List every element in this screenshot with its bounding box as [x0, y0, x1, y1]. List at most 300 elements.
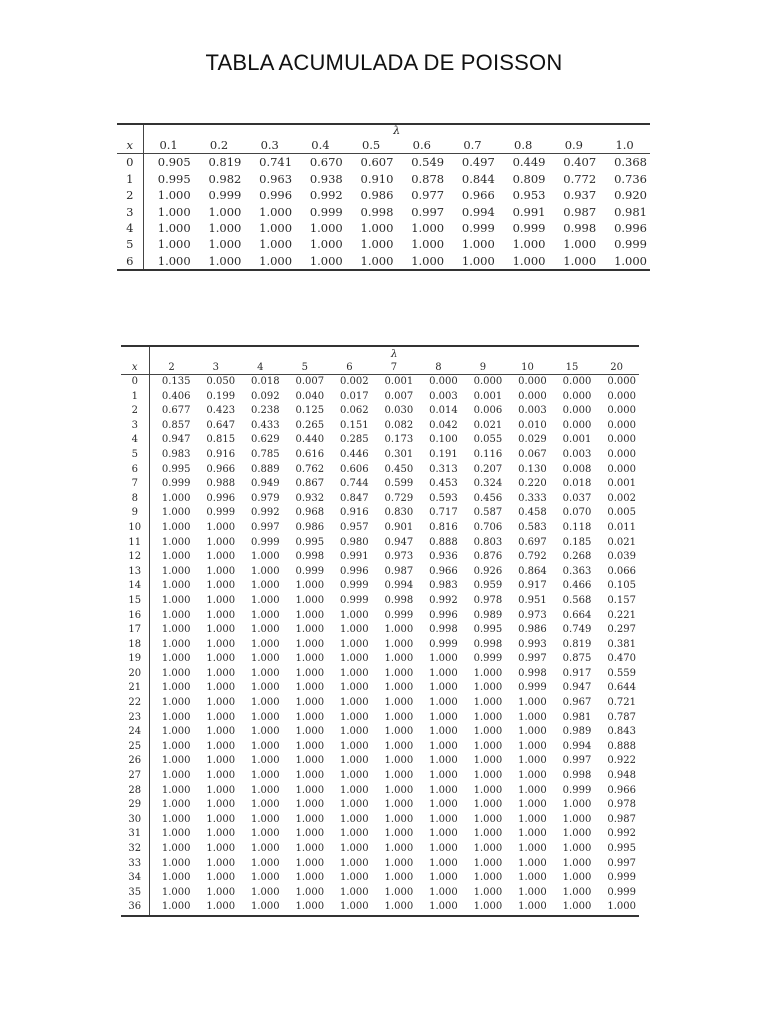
x-value-cell: 33 — [121, 857, 149, 872]
probability-cell: 0.792 — [518, 551, 547, 563]
probability-cell: 0.973 — [518, 609, 547, 621]
lambda-column-header: 20 — [594, 361, 639, 375]
probability-cell: 0.986 — [518, 624, 547, 636]
probability-cell: 0.762 — [295, 463, 325, 475]
probability-cell: 1.000 — [250, 682, 280, 694]
probability-cell: 1.000 — [161, 507, 191, 519]
probability-cell: 0.381 — [607, 638, 636, 650]
probability-cell: 0.999 — [250, 536, 280, 548]
probability-cell: 0.999 — [206, 507, 236, 519]
probability-cell: 1.000 — [384, 726, 414, 738]
probability-cell: 1.000 — [384, 843, 414, 854]
probability-cell: 0.000 — [607, 463, 636, 475]
table-row — [121, 609, 639, 624]
probability-cell: 1.000 — [550, 900, 595, 916]
probability-cell: 1.000 — [384, 653, 414, 665]
probability-cell: 1.000 — [250, 594, 280, 606]
probability-cell: 1.000 — [194, 900, 239, 916]
x-value-cell: 8 — [121, 492, 149, 507]
probability-cell: 0.000 — [607, 376, 636, 387]
probability-cell: 1.000 — [250, 653, 280, 665]
probability-cell: 0.932 — [295, 492, 325, 504]
probability-cell: 1.000 — [384, 638, 414, 650]
table-row — [121, 594, 639, 609]
probability-cell: 1.000 — [518, 886, 547, 898]
probability-cell: 0.947 — [384, 536, 414, 548]
probability-cell: 1.000 — [429, 872, 458, 884]
probability-cell: 1.000 — [461, 237, 495, 252]
table-row — [117, 204, 650, 220]
probability-cell: 0.001 — [473, 390, 503, 402]
probability-cell: 1.000 — [340, 770, 369, 782]
probability-cell: 1.000 — [518, 872, 547, 884]
probability-cell: 1.000 — [295, 653, 325, 665]
table-row — [121, 725, 639, 740]
lambda-column-header: 0.4 — [295, 137, 346, 154]
probability-cell: 1.000 — [384, 799, 414, 811]
probability-cell: 1.000 — [447, 253, 498, 270]
probability-cell: 0.999 — [208, 188, 242, 203]
probability-cell: 0.062 — [340, 405, 369, 417]
probability-cell: 0.017 — [340, 390, 369, 402]
probability-cell: 0.749 — [562, 624, 592, 636]
probability-cell: 0.001 — [607, 478, 636, 490]
probability-cell: 0.003 — [518, 405, 547, 417]
probability-cell: 0.697 — [518, 536, 547, 548]
probability-cell: 1.000 — [340, 872, 369, 884]
probability-cell: 1.000 — [250, 784, 280, 796]
probability-cell: 0.466 — [562, 580, 592, 592]
probability-cell: 0.819 — [562, 638, 592, 650]
probability-cell: 0.999 — [562, 784, 592, 796]
probability-cell: 1.000 — [340, 828, 369, 840]
x-value-cell: 26 — [121, 754, 149, 769]
probability-cell: 1.000 — [384, 740, 414, 752]
probability-cell: 1.000 — [384, 857, 414, 869]
table-row — [121, 419, 639, 434]
probability-cell: 1.000 — [295, 594, 325, 606]
probability-cell: 1.000 — [384, 886, 414, 898]
probability-cell: 0.994 — [562, 740, 592, 752]
probability-cell: 1.000 — [206, 799, 236, 811]
probability-cell: 1.000 — [161, 536, 191, 548]
probability-cell: 0.995 — [161, 463, 191, 475]
poisson-table-large-lambda — [121, 345, 639, 917]
probability-cell: 1.000 — [259, 237, 293, 252]
probability-cell: 1.000 — [208, 237, 242, 252]
probability-cell: 1.000 — [250, 843, 280, 854]
probability-cell: 0.785 — [250, 448, 280, 460]
probability-cell: 0.999 — [340, 594, 369, 606]
probability-cell: 1.000 — [206, 770, 236, 782]
probability-cell: 1.000 — [473, 711, 503, 723]
probability-cell: 0.000 — [562, 419, 592, 431]
probability-cell: 0.285 — [340, 434, 369, 446]
probability-cell: 1.000 — [161, 828, 191, 840]
probability-cell: 0.986 — [360, 188, 394, 203]
probability-cell: 1.000 — [340, 755, 369, 767]
probability-cell: 1.000 — [161, 726, 191, 738]
probability-cell: 1.000 — [161, 886, 191, 898]
probability-cell: 1.000 — [161, 857, 191, 869]
probability-cell: 0.007 — [384, 390, 414, 402]
probability-cell: 1.000 — [384, 667, 414, 679]
probability-cell: 0.999 — [512, 221, 546, 236]
probability-cell: 1.000 — [396, 253, 447, 270]
probability-cell: 1.000 — [518, 857, 547, 869]
probability-cell: 1.000 — [518, 828, 547, 840]
probability-cell: 0.002 — [607, 492, 636, 504]
probability-cell: 0.996 — [429, 609, 458, 621]
probability-cell: 0.815 — [206, 434, 236, 446]
table-row — [121, 550, 639, 565]
probability-cell: 0.889 — [250, 463, 280, 475]
probability-cell: 1.000 — [250, 799, 280, 811]
probability-cell: 1.000 — [161, 697, 191, 709]
probability-cell: 1.000 — [295, 770, 325, 782]
probability-cell: 1.000 — [161, 755, 191, 767]
x-value-cell: 16 — [121, 609, 149, 624]
lambda-column-header: 9 — [461, 361, 506, 375]
probability-cell: 0.333 — [518, 492, 547, 504]
probability-cell: 0.423 — [206, 405, 236, 417]
probability-cell: 0.957 — [340, 521, 369, 533]
probability-cell: 1.000 — [563, 237, 597, 252]
probability-cell: 1.000 — [473, 799, 503, 811]
probability-cell: 1.000 — [161, 740, 191, 752]
lambda-column-header: 0.3 — [244, 137, 295, 154]
probability-cell: 0.878 — [411, 171, 445, 186]
probability-cell: 1.000 — [295, 624, 325, 636]
probability-cell: 1.000 — [250, 667, 280, 679]
probability-cell: 1.000 — [143, 253, 194, 270]
table-row — [117, 220, 650, 236]
probability-cell: 1.000 — [295, 828, 325, 840]
x-value-cell: 2 — [117, 187, 143, 203]
probability-cell: 1.000 — [473, 726, 503, 738]
probability-cell: 1.000 — [429, 784, 458, 796]
x-value-cell: 5 — [117, 236, 143, 252]
probability-cell: 1.000 — [562, 799, 592, 811]
table-row — [121, 375, 639, 390]
probability-cell: 0.951 — [518, 594, 547, 606]
probability-cell: 1.000 — [161, 580, 191, 592]
probability-cell: 0.917 — [562, 667, 592, 679]
probability-cell: 0.368 — [614, 155, 647, 170]
probability-cell: 0.993 — [518, 638, 547, 650]
probability-cell: 1.000 — [309, 237, 343, 252]
poisson-table-small-lambda — [117, 123, 650, 271]
lambda-column-header: 2 — [149, 361, 194, 375]
probability-cell: 1.000 — [384, 872, 414, 884]
probability-cell: 1.000 — [206, 551, 236, 563]
x-value-cell: 29 — [121, 798, 149, 813]
probability-cell: 0.040 — [295, 390, 325, 402]
probability-cell: 0.999 — [461, 221, 495, 236]
probability-cell: 0.677 — [161, 405, 191, 417]
probability-cell: 1.000 — [429, 682, 458, 694]
x-value-cell: 10 — [121, 521, 149, 536]
probability-cell: 1.000 — [161, 653, 191, 665]
probability-cell: 1.000 — [295, 843, 325, 854]
table-row — [117, 171, 650, 187]
probability-cell: 0.082 — [384, 419, 414, 431]
probability-cell: 1.000 — [250, 813, 280, 825]
table-row — [121, 463, 639, 478]
probability-cell: 1.000 — [518, 784, 547, 796]
table-row — [117, 236, 650, 252]
probability-cell: 0.998 — [563, 221, 597, 236]
probability-cell: 0.018 — [250, 376, 280, 387]
table-row — [121, 433, 639, 448]
probability-cell: 0.070 — [562, 507, 592, 519]
probability-cell: 0.185 — [562, 536, 592, 548]
probability-cell: 1.000 — [250, 565, 280, 577]
table-row — [121, 681, 639, 696]
probability-cell: 1.000 — [206, 872, 236, 884]
probability-cell: 0.664 — [562, 609, 592, 621]
x-header: x — [121, 361, 149, 375]
probability-cell: 0.067 — [518, 448, 547, 460]
probability-cell: 0.055 — [473, 434, 503, 446]
probability-cell: 1.000 — [161, 565, 191, 577]
x-value-cell: 30 — [121, 813, 149, 828]
probability-cell: 1.000 — [518, 740, 547, 752]
probability-cell: 0.066 — [607, 565, 636, 577]
probability-cell: 1.000 — [295, 886, 325, 898]
table-row — [121, 842, 639, 857]
probability-cell: 1.000 — [505, 900, 550, 916]
x-value-cell: 32 — [121, 842, 149, 857]
probability-cell: 1.000 — [206, 726, 236, 738]
probability-cell: 1.000 — [518, 843, 547, 854]
probability-cell: 1.000 — [309, 221, 343, 236]
lambda-column-header: 0.1 — [143, 137, 194, 154]
probability-cell: 1.000 — [206, 857, 236, 869]
probability-cell: 1.000 — [250, 551, 280, 563]
probability-cell: 0.207 — [473, 463, 503, 475]
probability-cell: 0.406 — [161, 390, 191, 402]
lambda-header-row — [117, 124, 650, 137]
probability-cell: 0.497 — [461, 155, 495, 170]
probability-cell: 0.809 — [512, 171, 546, 186]
x-value-cell: 9 — [121, 506, 149, 521]
probability-cell: 1.000 — [429, 857, 458, 869]
table-row — [121, 813, 639, 828]
probability-cell: 0.729 — [384, 492, 414, 504]
probability-cell: 1.000 — [340, 740, 369, 752]
probability-cell: 0.967 — [562, 697, 592, 709]
lambda-column-header: 5 — [283, 361, 328, 375]
probability-cell: 0.008 — [562, 463, 592, 475]
probability-cell: 1.000 — [206, 843, 236, 854]
table-row — [121, 652, 639, 667]
probability-cell: 0.050 — [206, 376, 236, 387]
probability-cell: 1.000 — [250, 726, 280, 738]
probability-cell: 1.000 — [206, 711, 236, 723]
probability-cell: 1.000 — [384, 813, 414, 825]
probability-cell: 1.000 — [473, 682, 503, 694]
lambda-column-header: 1.0 — [599, 137, 650, 154]
table-row — [121, 857, 639, 872]
probability-cell: 0.999 — [518, 682, 547, 694]
probability-cell: 0.989 — [473, 609, 503, 621]
probability-cell: 1.000 — [411, 221, 445, 236]
probability-cell: 0.966 — [206, 463, 236, 475]
probability-cell: 1.000 — [206, 740, 236, 752]
probability-cell: 0.948 — [607, 770, 636, 782]
probability-cell: 1.000 — [157, 204, 191, 219]
probability-cell: 0.995 — [607, 843, 636, 854]
probability-cell: 0.021 — [607, 536, 636, 548]
probability-cell: 0.857 — [161, 419, 191, 431]
probability-cell: 0.736 — [614, 171, 647, 186]
table-row — [121, 900, 639, 916]
x-value-cell: 1 — [121, 390, 149, 405]
x-value-cell: 4 — [121, 433, 149, 448]
probability-cell: 0.926 — [473, 565, 503, 577]
probability-cell: 0.433 — [250, 419, 280, 431]
probability-cell: 0.920 — [614, 188, 647, 203]
probability-cell: 1.000 — [429, 755, 458, 767]
probability-cell: 0.000 — [562, 390, 592, 402]
probability-cell: 1.000 — [360, 221, 394, 236]
probability-cell: 1.000 — [372, 900, 417, 916]
x-value-cell: 28 — [121, 784, 149, 799]
probability-cell: 0.741 — [259, 155, 293, 170]
probability-cell: 0.559 — [607, 667, 636, 679]
x-value-cell: 17 — [121, 623, 149, 638]
probability-cell: 1.000 — [384, 682, 414, 694]
table-row — [121, 798, 639, 813]
probability-cell: 0.999 — [607, 872, 636, 884]
probability-cell: 1.000 — [250, 755, 280, 767]
probability-cell: 0.717 — [429, 507, 458, 519]
probability-cell: 1.000 — [157, 188, 191, 203]
probability-cell: 0.996 — [340, 565, 369, 577]
probability-cell: 1.000 — [429, 740, 458, 752]
probability-cell: 0.644 — [607, 682, 636, 694]
table-row — [121, 623, 639, 638]
probability-cell: 1.000 — [250, 857, 280, 869]
probability-cell: 1.000 — [295, 857, 325, 869]
probability-cell: 0.999 — [473, 653, 503, 665]
table-row — [121, 667, 639, 682]
x-header: x — [117, 137, 143, 154]
lambda-column-header: 0.8 — [498, 137, 549, 154]
probability-cell: 0.037 — [562, 492, 592, 504]
lambda-symbol: λ — [393, 124, 401, 137]
probability-cell: 1.000 — [340, 813, 369, 825]
probability-cell: 0.583 — [518, 521, 547, 533]
lambda-column-header: 0.6 — [396, 137, 447, 154]
probability-cell: 1.000 — [295, 740, 325, 752]
probability-cell: 0.003 — [429, 390, 458, 402]
probability-cell: 1.000 — [473, 667, 503, 679]
x-value-cell: 25 — [121, 740, 149, 755]
probability-cell: 1.000 — [295, 799, 325, 811]
probability-cell: 0.947 — [562, 682, 592, 694]
table-row — [121, 638, 639, 653]
table-row — [117, 253, 650, 270]
probability-cell: 0.363 — [562, 565, 592, 577]
probability-cell: 0.593 — [429, 492, 458, 504]
probability-cell: 0.173 — [384, 434, 414, 446]
table-row — [121, 784, 639, 799]
probability-cell: 0.981 — [614, 204, 647, 219]
probability-cell: 0.998 — [429, 624, 458, 636]
probability-cell: 1.000 — [518, 799, 547, 811]
probability-cell: 0.116 — [473, 448, 503, 460]
probability-cell: 0.744 — [340, 478, 369, 490]
x-value-cell: 35 — [121, 886, 149, 901]
probability-cell: 1.000 — [259, 221, 293, 236]
probability-cell: 0.994 — [384, 580, 414, 592]
probability-cell: 1.000 — [206, 565, 236, 577]
probability-cell: 1.000 — [473, 740, 503, 752]
probability-cell: 0.995 — [157, 171, 191, 186]
probability-cell: 0.002 — [340, 376, 369, 387]
probability-cell: 0.991 — [512, 204, 546, 219]
probability-cell: 0.982 — [208, 171, 242, 186]
probability-cell: 1.000 — [244, 253, 295, 270]
probability-cell: 0.001 — [384, 376, 414, 387]
probability-cell: 0.980 — [340, 536, 369, 548]
probability-cell: 0.999 — [429, 638, 458, 650]
probability-cell: 0.000 — [607, 405, 636, 417]
probability-cell: 0.221 — [607, 609, 636, 621]
probability-cell: 0.787 — [607, 711, 636, 723]
probability-cell: 1.000 — [562, 828, 592, 840]
probability-cell: 0.000 — [518, 376, 547, 387]
probability-cell: 0.000 — [607, 419, 636, 431]
probability-cell: 0.268 — [562, 551, 592, 563]
probability-cell: 1.000 — [340, 784, 369, 796]
probability-cell: 1.000 — [429, 711, 458, 723]
probability-cell: 0.265 — [295, 419, 325, 431]
probability-cell: 1.000 — [295, 711, 325, 723]
probability-cell: 0.998 — [473, 638, 503, 650]
probability-cell: 0.995 — [473, 624, 503, 636]
probability-cell: 0.647 — [206, 419, 236, 431]
probability-cell: 0.987 — [384, 565, 414, 577]
probability-cell: 1.000 — [206, 667, 236, 679]
probability-cell: 0.916 — [206, 448, 236, 460]
probability-cell: 1.000 — [259, 204, 293, 219]
probability-cell: 0.977 — [411, 188, 445, 203]
probability-cell: 1.000 — [161, 521, 191, 533]
probability-cell: 1.000 — [429, 770, 458, 782]
probability-cell: 1.000 — [327, 900, 372, 916]
probability-cell: 0.999 — [161, 478, 191, 490]
probability-cell: 1.000 — [206, 697, 236, 709]
probability-cell: 1.000 — [473, 886, 503, 898]
x-value-cell: 2 — [121, 404, 149, 419]
probability-cell: 0.220 — [518, 478, 547, 490]
probability-cell: 1.000 — [518, 813, 547, 825]
probability-cell: 0.987 — [563, 204, 597, 219]
lambda-header-row — [121, 346, 639, 361]
x-value-cell: 3 — [121, 419, 149, 434]
probability-cell: 1.000 — [161, 551, 191, 563]
probability-cell: 1.000 — [206, 624, 236, 636]
lambda-column-header: 3 — [194, 361, 239, 375]
probability-cell: 1.000 — [562, 886, 592, 898]
probability-cell: 1.000 — [161, 872, 191, 884]
probability-cell: 1.000 — [295, 813, 325, 825]
probability-cell: 1.000 — [206, 594, 236, 606]
probability-cell: 0.000 — [562, 376, 592, 387]
